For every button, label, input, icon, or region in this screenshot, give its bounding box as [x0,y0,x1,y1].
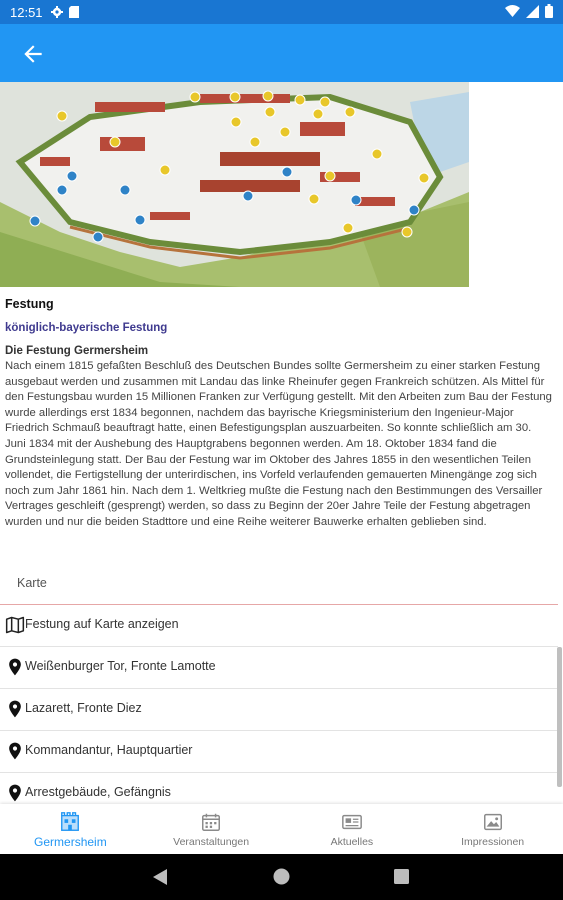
nav-item-germersheim[interactable] [0,804,141,854]
location-pin-icon [5,657,25,677]
signal-icon [526,5,539,18]
map-location-list [0,605,558,804]
image-icon [482,811,504,833]
nav-label: Veranstaltungen [173,836,250,848]
arrow-back-icon[interactable] [20,41,46,67]
nav-item-veranstaltungen[interactable] [141,804,282,854]
app-bar [0,24,563,82]
list-item-label: Lazarett, Fronte Diez [25,701,142,715]
list-item-location[interactable] [0,647,558,689]
fortress-model-image [0,82,469,287]
nav-item-impressionen[interactable] [422,804,563,854]
description-body: Nach einem 1815 gefaßten Beschluß des Deutschen Bundes sollte Germersheim zu einer starken Festung ausgebaut werden und zusammen mit Landau das linke Rheinufer gegen Frankreich schützen. Als Mittel für den Festungsbau wurden 15 Millionen Franken zur Verfügung gestellt. Mit den Arbeiten zum Bau der Festung wurde allerdings erst 1834 begonnen, nachdem das bayrische Kriegsministerium den Ingenieur-Major Friedrich Schmauß beauftragt hatte, einen Befestigungsplan auszuarbeiten. So konnte schließlich am 30. Juni 1834 mit der Aushebung des Hauptgrabens begonnen werden. Am 18. Oktober 1834 fand die Grundsteinlegung statt. Der Bau der Festung war im Oktober des Jahres 1855 in den wesentlichen Teilen vollendet, die Fertigstellung der unterirdischen, ins Vorfeld verlaufenden gemauerten Minengänge zog sich noch zum Jahr 1861 hin. Nach dem 1. Weltkrieg mußte die Festung nach den Bestimmungen des Versailler Vertrages geschleift (gesprengt) werden, so dass zu Beginn der 20er Jahre Teile der Festung abgetragen wurden und nur die beiden Stadttore und eine Reihe weiterer Bauwerke erhalten geblieben sind. [5,360,552,528]
nav-label: Impressionen [461,836,525,848]
recents-square-icon[interactable] [394,869,409,884]
location-pin-icon [5,741,25,761]
location-pin-icon [5,783,25,803]
list-item-location[interactable] [0,773,558,804]
back-triangle-icon[interactable] [152,868,168,886]
calendar-icon [200,811,222,833]
detail-content[interactable] [0,82,563,804]
description-heading: Die Festung Germersheim [5,345,149,357]
battery-icon [545,4,553,18]
place-subtitle: königlich-bayerische Festung [5,322,168,334]
wifi-icon [505,5,520,17]
list-item-label: Festung auf Karte anzeigen [25,617,179,631]
bottom-navigation [0,804,563,854]
gear-icon [51,6,63,18]
map-section-label: Karte [17,576,47,590]
home-circle-icon[interactable] [273,868,290,885]
nav-label: Germersheim [34,835,107,849]
list-item-location[interactable] [0,731,558,773]
list-item-label: Kommandantur, Hauptquartier [25,743,193,757]
system-navigation-bar [0,854,563,900]
list-item-location[interactable] [0,689,558,731]
sd-card-icon [69,6,79,18]
status-bar [0,0,563,24]
nav-label: Aktuelles [330,836,374,848]
scrollbar[interactable] [557,647,562,787]
map-icon [5,615,25,635]
news-icon [341,811,363,833]
list-item-label: Arrestgebäude, Gefängnis [25,785,171,799]
place-title: Festung [5,297,54,311]
fortress-icon [59,811,81,833]
list-item-show-on-map[interactable] [0,605,558,647]
place-text [5,294,553,531]
status-time: 12:51 [10,4,43,20]
location-pin-icon [5,699,25,719]
list-item-label: Weißenburger Tor, Fronte Lamotte [25,659,216,673]
nav-item-aktuelles[interactable] [282,804,423,854]
